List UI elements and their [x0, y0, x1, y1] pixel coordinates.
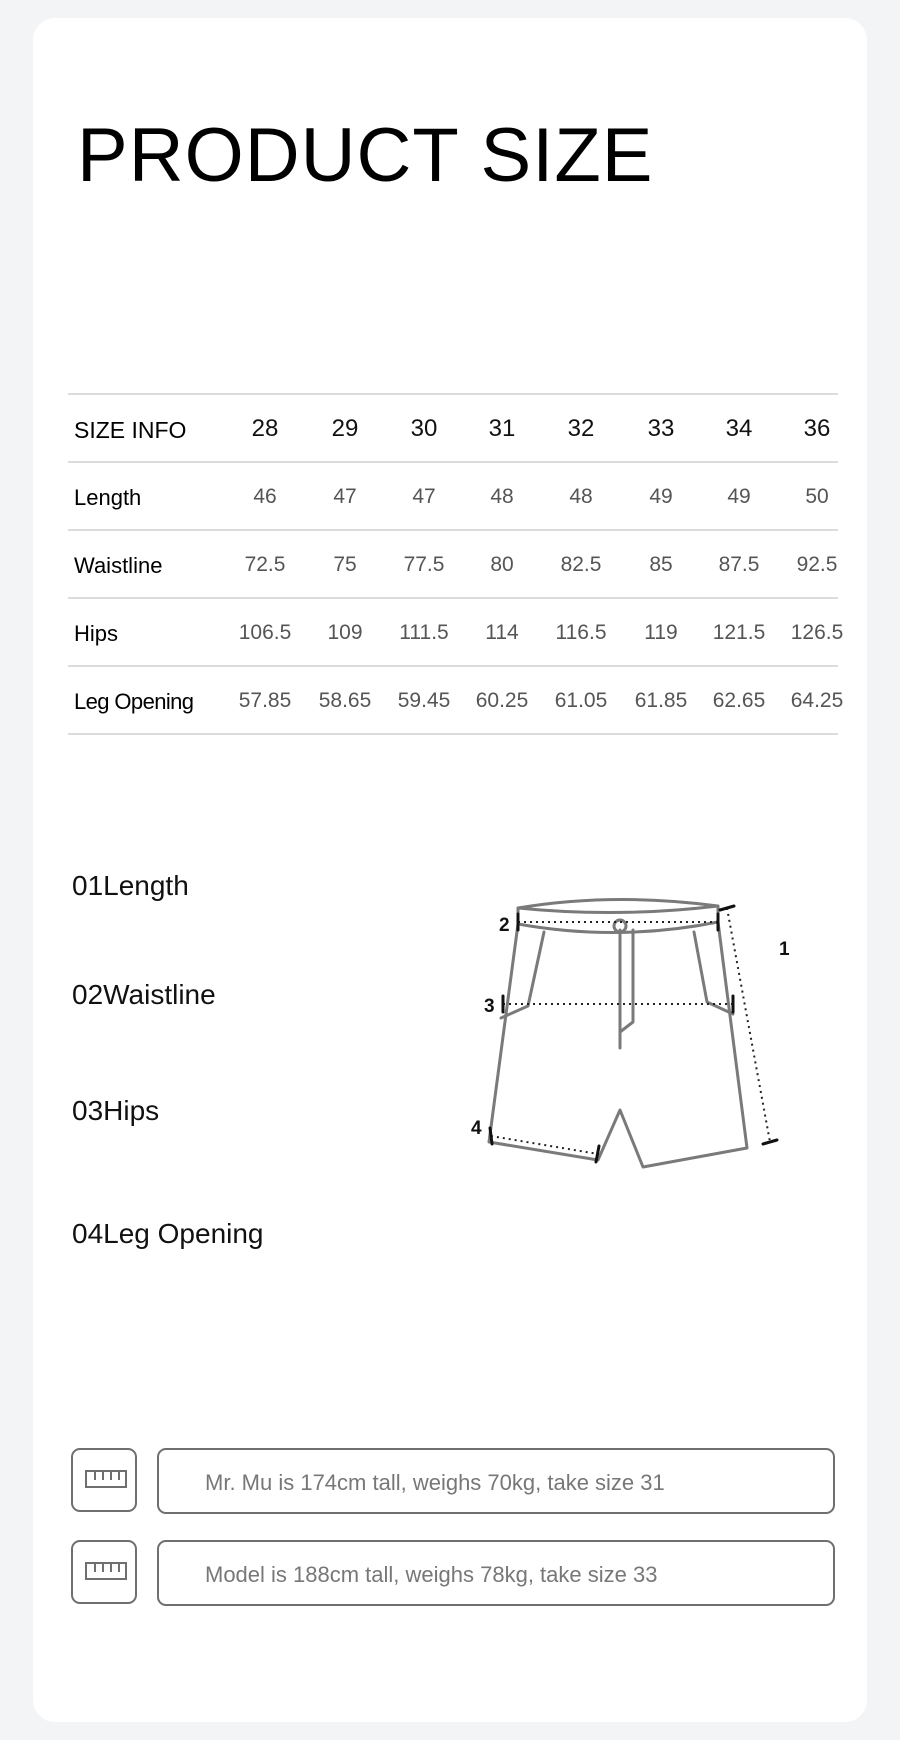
size-header: 34: [725, 415, 753, 442]
table-cell: 72.5: [244, 553, 286, 576]
table-cell: 109: [327, 621, 363, 644]
table-row-leg-opening: [68, 665, 844, 735]
table-cell: 60.25: [475, 689, 529, 712]
model-note-text: Mr. Mu is 174cm tall, weighs 70kg, take size 31: [205, 1470, 665, 1495]
table-cell: 48: [490, 485, 514, 508]
tick: [720, 906, 734, 910]
size-header: 30: [410, 415, 438, 442]
table-cell: 80: [490, 553, 514, 576]
table-cell: 49: [649, 485, 673, 508]
marker-3: 3: [484, 996, 495, 1017]
measurement-label-length: 01Length: [72, 870, 189, 901]
table-cell: 61.05: [554, 689, 608, 712]
table-cell: 50: [805, 485, 829, 508]
page-title: PRODUCT SIZE: [77, 113, 654, 198]
table-header-row: [68, 393, 838, 461]
table-cell: 57.85: [238, 689, 292, 712]
table-cell: 82.5: [560, 553, 602, 576]
table-cell: 49: [727, 485, 751, 508]
table-cell: 48: [569, 485, 593, 508]
table-cell: 116.5: [555, 621, 607, 644]
size-header: 28: [251, 415, 279, 442]
waistband-outline: [518, 899, 718, 932]
fly-stitch: [620, 930, 633, 1032]
size-header: 32: [567, 415, 595, 442]
shorts-body-outline: [489, 922, 747, 1167]
row-label: Hips: [74, 621, 119, 646]
table-cell: 58.65: [318, 689, 372, 712]
table-cell: 114: [485, 621, 519, 644]
table-cell: 85: [649, 553, 673, 576]
table-cell: 92.5: [796, 553, 838, 576]
table-cell: 87.5: [718, 553, 760, 576]
shorts-diagram-icon: [471, 880, 813, 1190]
table-cell: 59.45: [397, 689, 451, 712]
table-cell: 46: [253, 485, 277, 508]
model-note-box: [157, 1540, 835, 1606]
table-cell: 119: [644, 621, 678, 644]
note-icon-box: [71, 1448, 137, 1512]
size-header: 29: [331, 415, 359, 442]
marker-2: 2: [499, 915, 510, 936]
table-cell: 47: [333, 485, 357, 508]
table-cell: 126.5: [790, 621, 844, 644]
table-cell: 106.5: [238, 621, 292, 644]
size-header: 36: [803, 415, 831, 442]
row-label: Length: [74, 485, 142, 510]
size-header: 31: [488, 415, 516, 442]
size-card: [33, 18, 867, 1722]
row-label: Waistline: [74, 553, 163, 578]
measurement-label-leg-opening: 04Leg Opening: [72, 1218, 264, 1249]
tick: [490, 1128, 492, 1144]
table-cell: 47: [412, 485, 436, 508]
measurement-label-waistline: 02Waistline: [72, 979, 216, 1010]
model-note-text: Model is 188cm tall, weighs 78kg, take size 33: [205, 1562, 658, 1587]
measurement-label-hips: 03Hips: [72, 1095, 160, 1126]
table-row-length: [68, 461, 838, 529]
table-cell: 111.5: [399, 621, 449, 644]
marker-1: 1: [779, 939, 790, 960]
model-note-box: [157, 1448, 835, 1514]
table-cell: 64.25: [790, 689, 844, 712]
length-measure-line: [727, 908, 770, 1142]
size-info-label: SIZE INFO: [74, 417, 187, 443]
size-header: 33: [647, 415, 675, 442]
waistband-top-edge: [518, 906, 718, 913]
table-cell: 121.5: [712, 621, 766, 644]
table-cell: 77.5: [403, 553, 445, 576]
table-cell: 61.85: [634, 689, 688, 712]
tick: [763, 1140, 777, 1144]
ruler-icon: [85, 1470, 127, 1490]
row-label: Leg Opening: [74, 689, 194, 714]
table-cell: 62.65: [712, 689, 766, 712]
table-row-hips: [68, 597, 844, 665]
note-icon-box: [71, 1540, 137, 1604]
table-row-waistline: [68, 529, 838, 597]
ruler-icon: [85, 1562, 127, 1582]
table-cell: 75: [333, 553, 357, 576]
size-table: [68, 393, 844, 735]
marker-4: 4: [471, 1118, 482, 1139]
